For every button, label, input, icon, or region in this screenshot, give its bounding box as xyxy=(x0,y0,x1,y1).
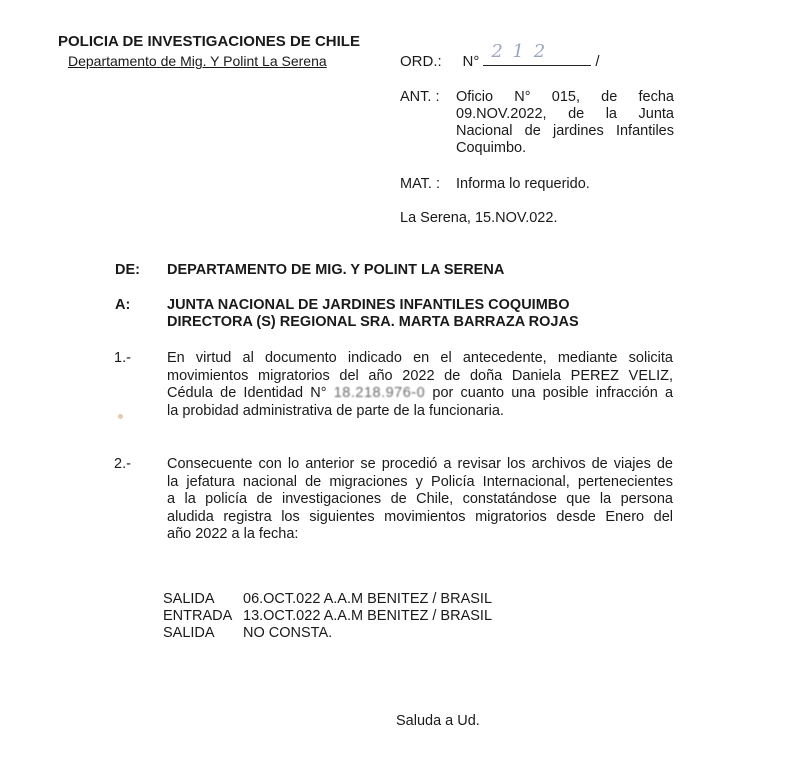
movements-table xyxy=(163,591,492,642)
paragraph-1-line-1: En virtud al documento indicado en el antecedente, mediante solicita xyxy=(167,350,673,366)
movement-detail: 13.OCT.022 A.A.M BENITEZ / BRASIL xyxy=(243,608,493,624)
a-line-2: DIRECTORA (S) REGIONAL SRA. MARTA BARRAZA ROJAS xyxy=(167,314,579,330)
paragraph-2-line-2: la jefatura nacional de migraciones y Policía Internacional, pertenecientes xyxy=(167,473,673,490)
movement-row xyxy=(163,625,492,642)
ant-line-1: Oficio N° 015, de fecha xyxy=(456,89,674,105)
ord-label: ORD.: xyxy=(400,53,442,70)
organization-name: POLICIA DE INVESTIGACIONES DE CHILE xyxy=(58,33,360,50)
de-value: DEPARTAMENTO DE MIG. Y POLINT LA SERENA xyxy=(167,262,505,278)
paragraph-2-number: 2.- xyxy=(114,456,131,472)
ant-line-2: 09.NOV.2022, de la Junta xyxy=(456,106,674,122)
ord-suffix: / xyxy=(595,53,600,70)
paragraph-1-line-4: la probidad administrativa de parte de la funcionaria. xyxy=(167,402,504,419)
ant-line-3: Nacional de jardines Infantiles xyxy=(456,123,674,139)
scan-speck xyxy=(118,414,123,419)
paragraph-2-line-3: a la policía de investigaciones de Chile, constatándose que la persona xyxy=(167,491,673,507)
ord-handwritten-number: 2 1 2 xyxy=(491,41,548,62)
paragraph-1-number: 1.- xyxy=(114,350,131,366)
ord-number-field xyxy=(483,41,591,66)
movement-type: SALIDA xyxy=(163,625,215,641)
paragraph-2-line-1: Consecuente con lo anterior se procedió a revisar los archivos de viajes de xyxy=(167,456,673,472)
ord-reference xyxy=(400,41,600,70)
paragraph-1-line-3 xyxy=(167,385,673,403)
a-line-1: JUNTA NACIONAL DE JARDINES INFANTILES COQUIMBO xyxy=(167,297,570,313)
mat-text: Informa lo requerido. xyxy=(456,176,590,192)
paragraph-2-line-4: aludida registra los siguientes movimientos migratorios desde Enero del xyxy=(167,508,673,525)
movement-row xyxy=(163,608,492,625)
paragraph-1 xyxy=(167,350,673,420)
mat-label: MAT. : xyxy=(400,176,441,192)
department-name: Departamento de Mig. Y Polint La Serena xyxy=(68,53,327,69)
paragraph-1-line-3-rest: por cuanto una posible infracción a xyxy=(432,385,674,401)
ant-line-4: Coquimbo. xyxy=(456,140,527,156)
ant-label: ANT. : xyxy=(400,89,440,105)
a-label: A: xyxy=(115,297,131,313)
date-line: La Serena, 15.NOV.022. xyxy=(400,210,558,226)
redacted-id-number: 18.218.976-0 xyxy=(333,385,426,401)
paragraph-2-line-5: año 2022 a la fecha: xyxy=(167,526,299,542)
movement-detail: 06.OCT.022 A.A.M BENITEZ / BRASIL xyxy=(243,591,493,607)
id-label: Cédula de Identidad N° xyxy=(167,385,327,401)
paragraph-2 xyxy=(167,456,673,544)
closing-salutation: Saluda a Ud. xyxy=(396,713,480,729)
paragraph-1-line-2: movimientos migratorios del año 2022 de doña Daniela PEREZ VELIZ, xyxy=(167,367,673,384)
movement-detail: NO CONSTA. xyxy=(243,625,333,641)
de-label: DE: xyxy=(115,262,140,278)
movement-type: SALIDA xyxy=(163,591,215,607)
movement-type: ENTRADA xyxy=(163,608,233,624)
ord-number-prefix: N° xyxy=(462,53,480,70)
movement-row xyxy=(163,591,492,608)
